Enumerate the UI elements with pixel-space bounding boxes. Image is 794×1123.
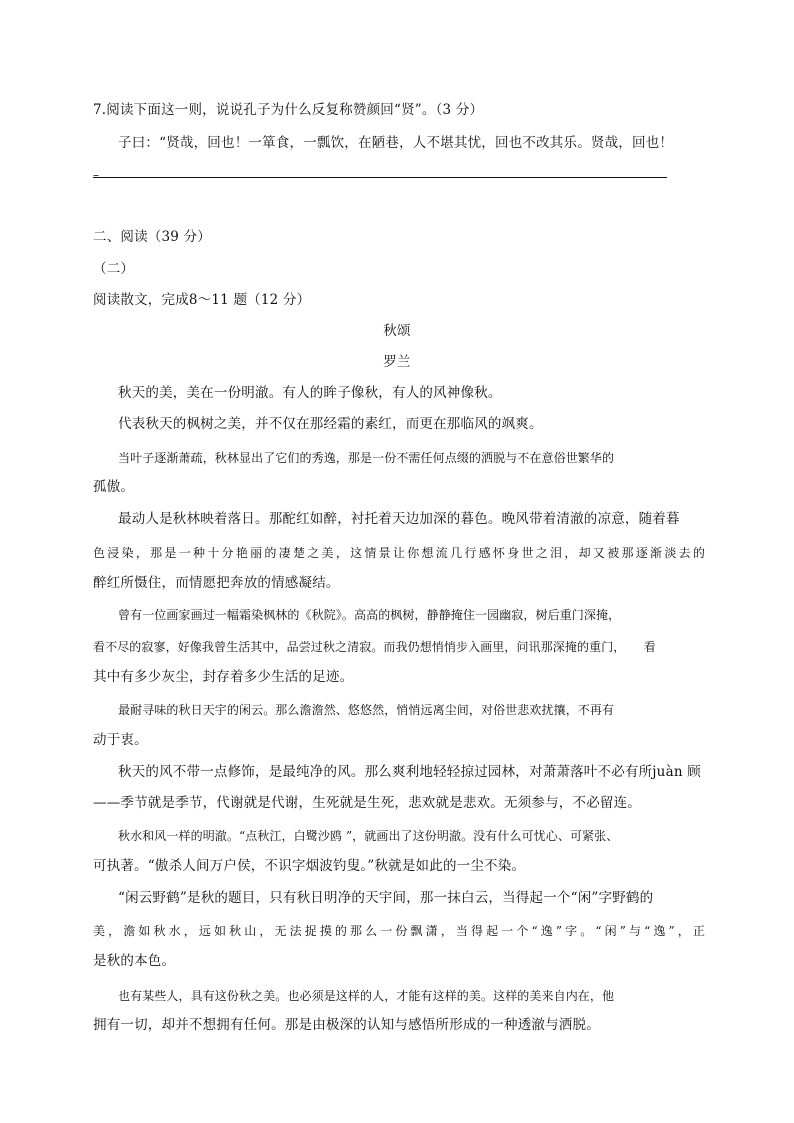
essay-line-5: 最动人是秋林映着落日。那酡红如醉，衬托着天边加深的暮色。晚风带着清澈的凉意，随着暮: [118, 511, 680, 527]
essay-line-14: ——季节就是季节，代谢就是代谢，生死就是生死，悲欢就是悲欢。无须参与，不必留连。: [93, 795, 641, 811]
essay-line-12: 动于衷。: [93, 732, 148, 748]
essay-line-20: 也有某些人，具有这份秋之美。也必须是这样的人，才能有这样的美。这样的美来自内在，他: [118, 989, 615, 1003]
essay-line-16: 可执著。“傲杀人间万户侯，不识字烟波钓叟。”秋就是如此的一尘不染。: [93, 858, 526, 874]
essay-line-19: 是秋的本色。: [93, 953, 176, 969]
question-7-prompt: 7.阅读下面这一则，说说孔子为什么反复称赞颜回“贤”。（3 分）: [93, 102, 484, 118]
question-7-quote: 子曰：“贤哉，回也！一箪食，一瓢饮，在陋巷，人不堪其忧，回也不改其乐。贤哉，回也！: [118, 135, 674, 151]
essay-line-7: 醉红所慑住，而情愿把奔放的情感凝结。: [93, 575, 340, 591]
essay-line-2: 代表秋天的枫树之美，并不仅在那经霜的素红，而更在那临风的飒爽。: [118, 416, 543, 432]
essay-line-15: 秋水和风一样的明澈。“点秋江，白鹭沙鸥 ”，就画出了这份明澈。没有什么可忧心、可紧张、: [118, 829, 619, 843]
essay-line-18: 美，澹如秋水，远如秋山，无法捉摸的那么一份飘潇，当得起一个“逸”字。“闲”与“逸”，正: [93, 924, 705, 938]
essay-line-10: 其中有多少灰尘，封存着多少生活的足迹。: [93, 669, 354, 685]
essay-line-3: 当叶子逐渐萧疏，秋林显出了它们的秀逸，那是一份不需任何点缀的洒脱与不在意俗世繁华的: [118, 451, 615, 465]
essay-line-21: 拥有一切，却并不想拥有任何。那是由极深的认知与感悟所形成的一种透澈与洒脱。: [93, 1017, 600, 1033]
section-2-subheading: （二）: [93, 261, 135, 277]
essay-line-11: 最耐寻味的秋日天宇的闲云。那么澹澹然、悠悠然，悄悄远离尘间，对俗世悲欢扰攘，不再有: [118, 703, 615, 717]
essay-line-8: 曾有一位画家画过一幅霜染枫林的《秋院》。高高的枫树，静静掩住一园幽寂，树后重门深掩，: [118, 608, 621, 622]
essay-line-6: 色浸染，那是一种十分艳丽的凄楚之美，这情景让你想流几行感怀身世之泪，却又被那逐渐淡去的: [93, 546, 705, 560]
answer-line: [93, 177, 667, 178]
answer-line-marker: –: [93, 168, 99, 182]
essay-author: 罗兰: [383, 354, 411, 370]
reading-instruction: 阅读散文，完成8～11 题（12 分）: [93, 292, 311, 308]
essay-line-1: 秋天的美，美在一份明澈。有人的眸子像秋，有人的风神像秋。: [118, 385, 502, 401]
essay-line-17: “闲云野鹤”是秋的题目，只有秋日明净的天宇间，那一抹白云，当得起一个“闲”字野鹤的: [118, 890, 654, 906]
essay-line-9: 看不尽的寂寥，好像我曾生活其中，品尝过秋之清寂。而我仍想悄悄步入画里，问讯那深掩的重门， 看: [93, 640, 656, 654]
essay-title: 秋颂: [383, 323, 411, 339]
section-2-heading: 二、阅读（39 分）: [93, 229, 211, 245]
essay-line-13: 秋天的风不带一点修饰，是最纯净的风。那么爽利地轻轻掠过园林，对萧萧落叶不必有所juàn 顾: [118, 764, 701, 780]
essay-line-4: 孤傲。: [93, 479, 135, 495]
